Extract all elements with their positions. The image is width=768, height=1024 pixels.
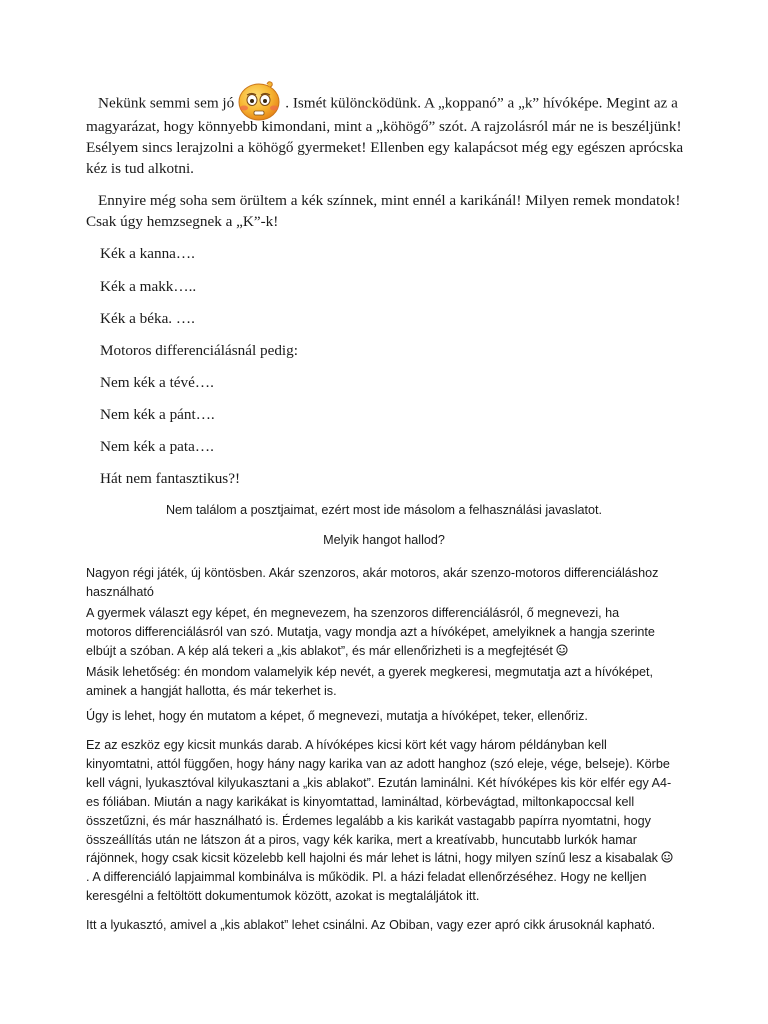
section-heading: Melyik hangot hallod?: [323, 533, 445, 547]
body-paragraph-4: Úgy is lehet, hogy én mutatom a képet, ő megnevezi, mutatja a hívóképet, teker, ellenőriz.: [86, 709, 588, 723]
paragraph-blue-color: [86, 190, 686, 232]
paragraph-intro-start: Nekünk semmi sem jó: [98, 94, 235, 112]
line-3: Kék a béka. ….: [100, 310, 195, 327]
body-paragraph-5-text: Ez az eszköz egy kicsit munkás darab. A hívóképes kicsi kört két vagy három példányban kell kinyomtatni, attól függően, hogy hány nagy karika van az adott hanghoz (szó eleje, vége, belseje). Körbe kell vágni, lyukasztóval kilyukasztani a „kis ablakot”. Ezután laminálni. Két hívóképes kis kör elfér egy A4-es fóliában. Miután a nagy karikákat is kinyomtattad, lamináltad, körbevágtad, miltonkapoccsal kell összetűzni, és már használható is. Érdemes legalább a kis karikát vastagabb papírra nyomtatni, hogy összeállítás után ne látszon át a piros, vagy kék karika, mert a kreatívabb, huncutabb lurkók hamar rájönnek, hogy csak kicsit közelebb kell hajolni és már lehet is látni, hogy milyen színű lesz a kisabalak: [86, 738, 672, 866]
line-4: Motoros differenciálásnál pedig:: [100, 342, 298, 359]
body-paragraph-5: Ez az eszköz egy kicsit munkás darab. A hívóképes kicsi kört két vagy három példányban kell kinyomtatni, attól függően, hogy hány nagy karika van az adott hanghoz (szó eleje, vége, belseje). Körbe kell vágni, lyukasztóval kilyukasztani a „kis ablakot”. Ezután laminálni. Két hívóképes kis kör elfér egy A4-es fóliában. Miután a nagy karikákat is kinyomtattad, lamináltad, körbevágtad, miltonkapoccsal kell összetűzni, és már használható is. Érdemes legalább a kis karikát vastagabb papírra nyomtatni, hogy összeállítás után ne látszon át a piros, vagy kék karika, mert a kreatívabb, huncutabb lurkók hamar rájönnek, hogy csak kicsit közelebb kell hajolni és már lehet is látni, hogy milyen színű lesz a kisabalak . A differenciáló lapjaimmal kombinálva is működik. Pl. a házi feladat ellenőrzéséhez. Hogy ne kelljen keresgélni a feltöltött dokumentumok között, azokat is megtaláljátok itt.: [86, 736, 674, 906]
body-paragraph-3: Másik lehetőség: én mondom valamelyik kép nevét, a gyerek megkeresi, megmutatja azt a hívóképet, aminek a hangját hallotta, és már tekerhet is.: [86, 665, 654, 698]
body-paragraph-6-text: A differenciáló lapjaimmal kombinálva is működik. Pl. a házi feladat ellenőrzéséhez. Hogy ne kelljen keresgélni a feltöltött dokumentumok között, azokat is megtaláljátok itt.: [86, 870, 647, 904]
embarrassed-smiley-icon: [234, 78, 284, 122]
line-1: Kék a kanna….: [100, 245, 195, 262]
line-7: Nem kék a pata….: [100, 438, 214, 455]
body-paragraph-1: Nagyon régi játék, új köntösben. Akár szenzoros, akár motoros, akár szenzo-motoros differenciáláshoz használható: [86, 566, 659, 599]
body-paragraph-2: [86, 604, 668, 661]
line-8: Hát nem fantasztikus?!: [100, 470, 241, 487]
notice-text: Nem találom a posztjaimat, ezért most ide másolom a felhasználási javaslatot.: [165, 503, 603, 517]
body-paragraph-2-text: A gyermek választ egy képet, én megnevezem, ha szenzoros differenciálásról, ő megnevezi, ha motoros differenciálásról van szó. Mutatja, vagy mondja azt a hívóképet, amelyiknek a hangja szerinte elbújt a szóban. A kép alá tekeri a „kis ablakot”, és már ellenőrizheti is a megfejtését: [86, 606, 655, 658]
body-paragraph-7: Itt a lyukasztó, amivel a „kis ablakot” lehet csinálni. Az Obiban, vagy ezer apró cikk árusoknál kapható.: [86, 918, 656, 932]
paragraph-intro-rest: . Ismét különcködünk. A „koppanó” a „k” hívóképe. Megint az a magyarázat, hogy könnyebb kimondani, mint a „köhögő” szót. A rajzolásról már ne is beszéljünk! Esélyem sincs lerajzolni a köhögő gyermeket! Ellenben egy kalapácsot még egy egészen aprócska kéz is tud alkotni.: [86, 94, 684, 178]
line-6: Nem kék a pánt….: [100, 406, 215, 423]
smiley-face-icon: [661, 850, 673, 862]
line-5: Nem kék a tévé….: [100, 374, 214, 391]
line-2: Kék a makk…..: [100, 278, 197, 295]
paragraph-intro: [86, 92, 686, 180]
smiley-face-icon: [556, 643, 568, 655]
paragraph-blue-color-text: Ennyire még soha sem örültem a kék színnek, mint ennél a karikánál! Milyen remek mondatok! Csak úgy hemzsegnek a „K”-k!: [86, 192, 681, 231]
